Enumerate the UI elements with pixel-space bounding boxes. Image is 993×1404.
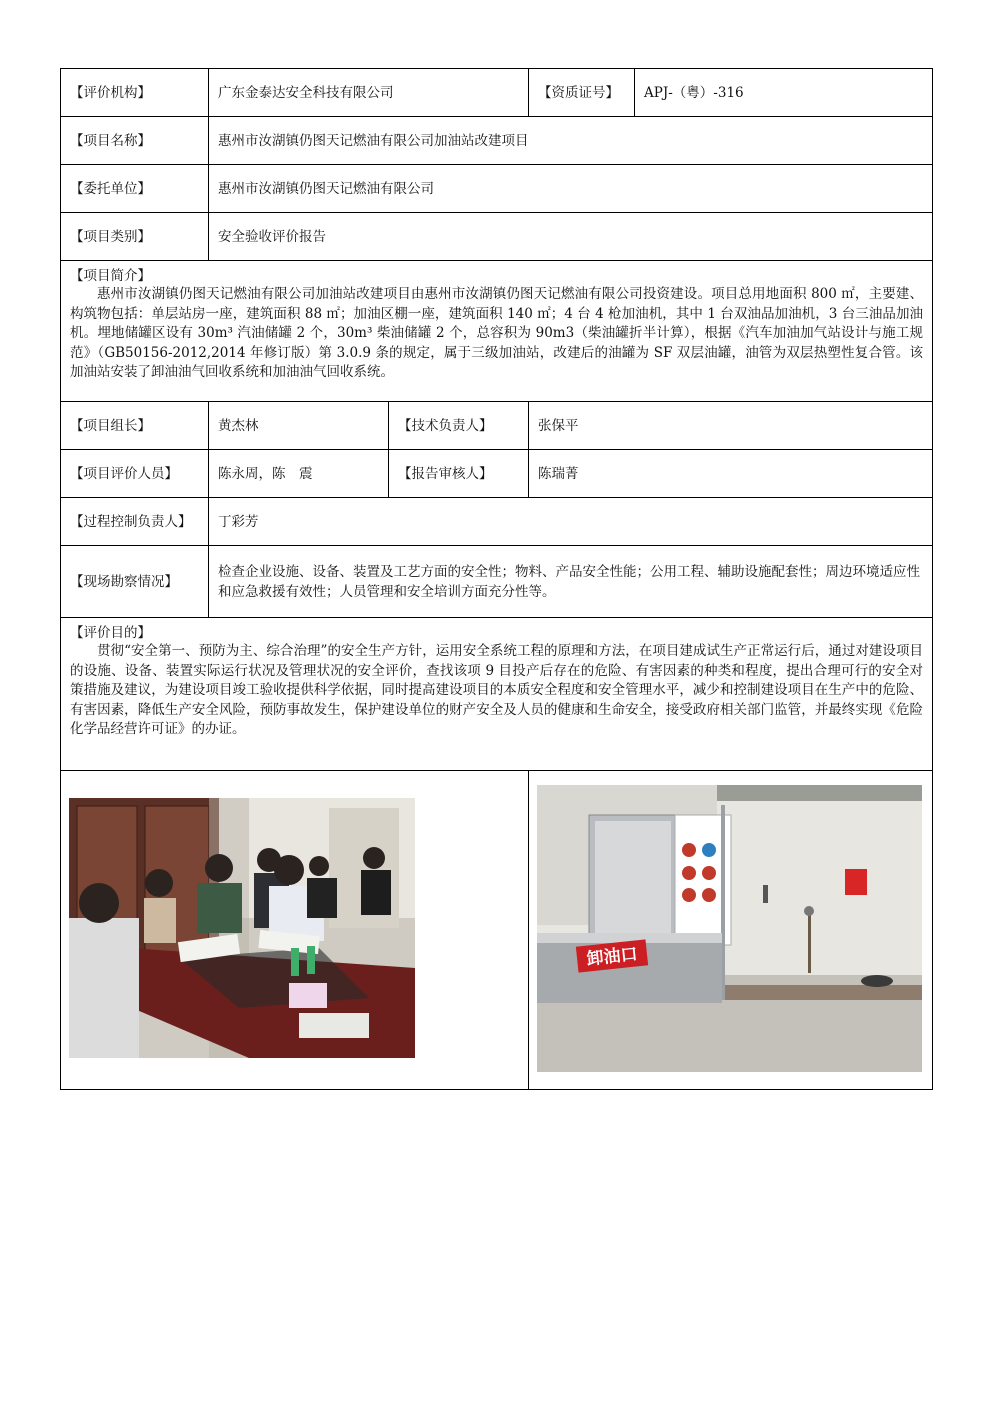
project-name-label: 【项目名称】 — [61, 117, 209, 165]
evaluators-label: 【项目评价人员】 — [61, 450, 209, 498]
agency-value: 广东金泰达安全科技有限公司 — [209, 69, 529, 117]
row-survey — [61, 546, 933, 618]
purpose-cell — [61, 618, 933, 771]
purpose-label: 【评价目的】 — [70, 625, 151, 641]
unloading-label: 卸油口 — [585, 944, 639, 970]
purpose-text: 贯彻“安全第一、预防为主、综合治理”的安全生产方针，运用安全系统工程的原理和方法，在项目建成试生产正常运行后，通过对建设项目的设施、设备、装置实际运行状况及管理状况的安全评价，查找该项 9 目投产后存在的危险、有害因素的种类和程度，提出合理可行的安全对策措施及建议，为建设项目竣工验收提供科学依据，同时提高建设项目的本质安全程度和安全管理水平，减少和控制建设项目在生产中的危险、有害因素，降低生产安全风险，预防事故发生，保护建设单位的财产安全及人员的健康和生命安全，接受政府相关部门监管，并最终实现《危险化学品经营许可证》的办证。 — [70, 643, 924, 737]
category-value: 安全验收评价报告 — [209, 213, 933, 261]
row-agency — [61, 69, 933, 117]
reviewer-value: 陈瑞菁 — [529, 450, 933, 498]
leader-label: 【项目组长】 — [61, 402, 209, 450]
row-project-name — [61, 117, 933, 165]
row-purpose — [61, 618, 933, 771]
station-photo — [537, 785, 922, 1072]
intro-text: 惠州市汝湖镇仍图天记燃油有限公司加油站改建项目由惠州市汝湖镇仍图天记燃油有限公司投资建设。项目总用地面积 800 ㎡，主要建、构筑物包括：单层站房一座，建筑面积 88 ㎡；加油区棚一座，建筑面积 140 ㎡；4 台 4 枪加油机，其中 1 台双油品加油机，3 台三油品加油机。埋地储罐区设有 30m³ 汽油储罐 2 个，30m³ 柴油储罐 2 个，总容积为 90m3（柴油罐折半计算），根据《汽车加油加气站设计与施工规范》（GB50156-2012,2014 年修订版）第 3.0.9 条的规定，属于三级加油站，改建后的油罐为 SF 双层油罐，油管为双层热塑性复合管。该加油站安装了卸油油气回收系统和加油油气回收系统。 — [70, 286, 924, 380]
project-name-value: 惠州市汝湖镇仍图天记燃油有限公司加油站改建项目 — [209, 117, 933, 165]
meeting-photo — [69, 798, 415, 1058]
row-category — [61, 213, 933, 261]
photo-cell-meeting — [61, 771, 529, 1090]
agency-label: 【评价机构】 — [61, 69, 209, 117]
tech-label: 【技术负责人】 — [389, 402, 529, 450]
category-label: 【项目类别】 — [61, 213, 209, 261]
survey-label: 【现场勘察情况】 — [61, 546, 209, 618]
cert-value: APJ-（粤）-316 — [635, 69, 933, 117]
reviewer-label: 【报告审核人】 — [389, 450, 529, 498]
intro-label: 【项目简介】 — [70, 268, 151, 284]
row-photos — [61, 771, 933, 1090]
cert-label: 【资质证号】 — [529, 69, 635, 117]
row-evaluators — [61, 450, 933, 498]
row-intro — [61, 261, 933, 402]
row-client — [61, 165, 933, 213]
evaluation-form — [60, 68, 932, 1090]
tech-value: 张保平 — [529, 402, 933, 450]
process-value: 丁彩芳 — [209, 498, 933, 546]
row-process — [61, 498, 933, 546]
info-table — [60, 68, 933, 1090]
evaluators-value: 陈永周，陈 震 — [209, 450, 389, 498]
row-leader — [61, 402, 933, 450]
survey-value: 检查企业设施、设备、装置及工艺方面的安全性；物料、产品安全性能；公用工程、辅助设施配套性；周边环境适应性和应急救援有效性；人员管理和安全培训方面充分性等。 — [209, 546, 933, 618]
client-value: 惠州市汝湖镇仍图天记燃油有限公司 — [209, 165, 933, 213]
client-label: 【委托单位】 — [61, 165, 209, 213]
leader-value: 黄杰林 — [209, 402, 389, 450]
photo-cell-station — [529, 771, 933, 1090]
intro-cell — [61, 261, 933, 402]
process-label: 【过程控制负责人】 — [61, 498, 209, 546]
